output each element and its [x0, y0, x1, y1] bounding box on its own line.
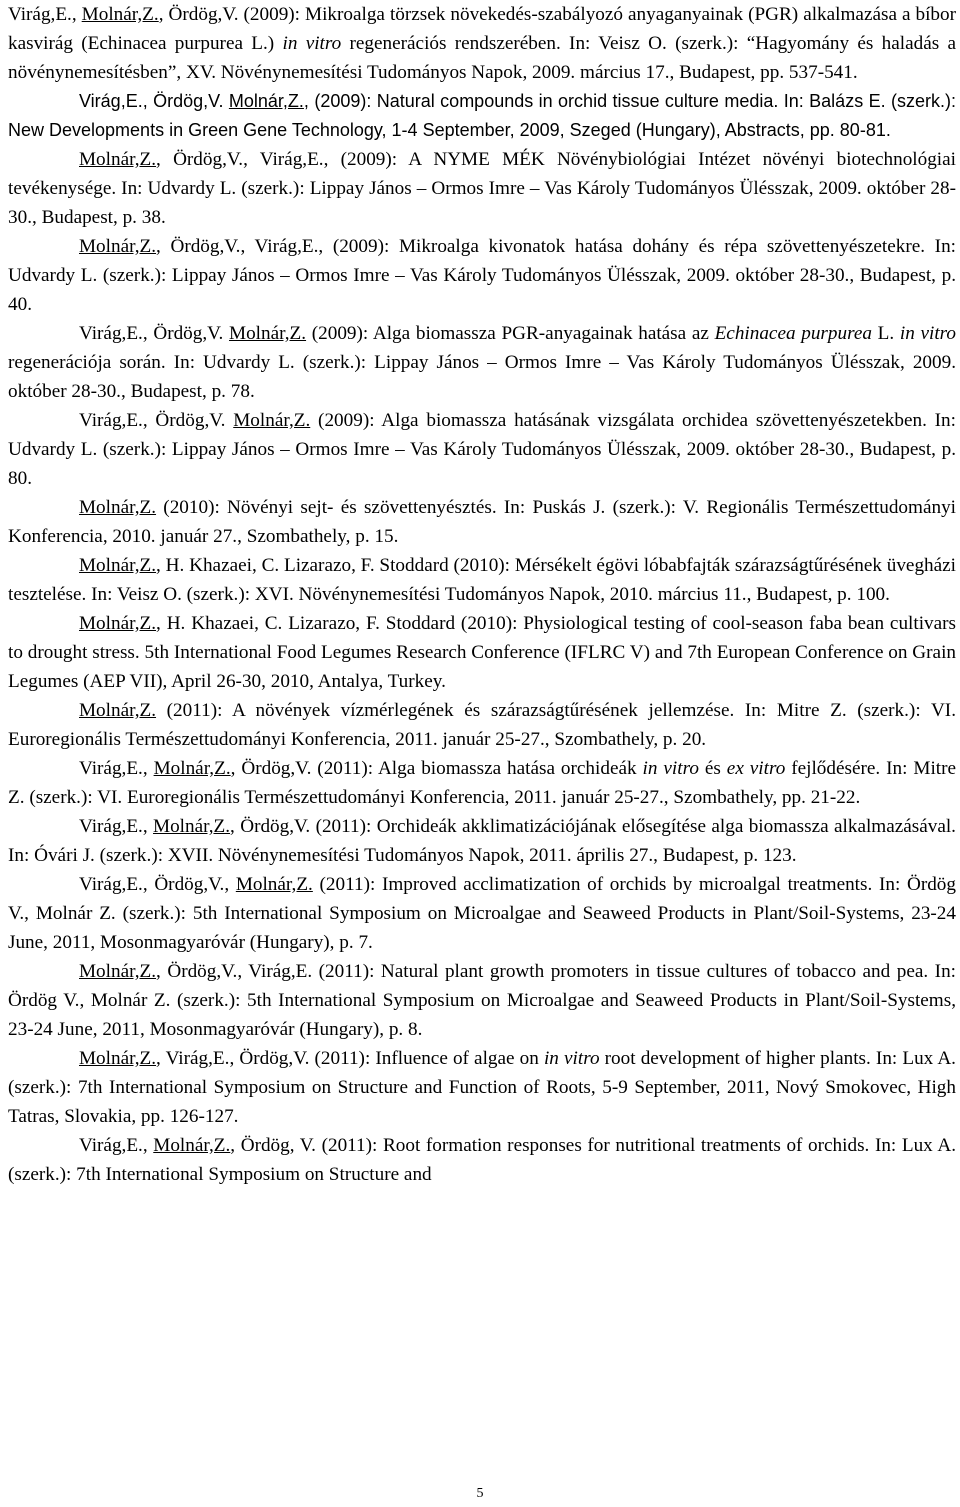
- author-name-underlined: Molnár,Z.: [233, 410, 311, 431]
- reference-text: , H. Khazaei, C. Lizarazo, F. Stoddard (2010): Physiological testing of cool-season faba bean cultivars to drought stress. 5th International Food Legumes Research Conference (IFLRC V) and 7th European Conference on Grain Legumes (AEP VII), April 26-30, 2010, Antalya, Turkey.: [8, 613, 956, 692]
- italic-term: Echinacea purpurea: [714, 323, 872, 344]
- reference-entry: [8, 870, 956, 957]
- reference-text: regenerációja során. In: Udvardy L. (szerk.): Lippay János – Ormos Imre – Vas Károly Tudományos Ülésszak, 2009. október 28-30., Budapest, p. 78.: [8, 352, 956, 402]
- reference-entry: [8, 232, 956, 319]
- italic-term: in vitro: [282, 33, 342, 54]
- author-name-underlined: Molnár,Z.: [81, 4, 159, 25]
- italic-term: ex vitro: [726, 758, 786, 779]
- author-name-underlined: Molnár,Z.: [79, 1048, 157, 1069]
- author-name-underlined: Molnár,Z.: [153, 758, 231, 779]
- author-name-underlined: Molnár,Z.: [79, 236, 157, 257]
- author-name-underlined: Molnár,Z.: [79, 497, 157, 518]
- reference-text: Virág,E., Ördög,V.: [79, 91, 229, 111]
- reference-text: Virág,E., Ördög,V.: [79, 323, 230, 344]
- author-name-underlined: Molnár,Z.: [228, 91, 304, 111]
- reference-text: , Ördög,V. (2011): Alga biomassza hatása orchideák: [230, 758, 643, 779]
- reference-list: [8, 0, 956, 1189]
- reference-entry: [8, 609, 956, 696]
- reference-text: (2009): Alga biomassza PGR-anyagainak hatása az: [306, 323, 715, 344]
- reference-entry: [8, 406, 956, 493]
- reference-entry: [8, 696, 956, 754]
- author-name-underlined: Molnár,Z.: [79, 555, 157, 576]
- reference-text: L.: [871, 323, 900, 344]
- reference-text: , Ördög,V. (2009): Mikroalga törzsek növekedés-szabályozó anyaganyainak (PGR) alkalmazása a bíbor kasvirág (Echinacea purpurea L.): [8, 4, 956, 54]
- reference-entry: [8, 812, 956, 870]
- reference-text: , Virág,E., Ördög,V. (2011): Influence of algae on: [156, 1048, 544, 1069]
- reference-text: , (2009): Natural compounds in orchid tissue culture media. In: Balázs E. (szerk.): New Developments in Green Gene Technology, 1-4 September, 2009, Szeged (Hungary), Abstracts, pp. 80-81.: [8, 91, 956, 140]
- reference-text: (2010): Növényi sejt- és szövettenyésztés. In: Puskás J. (szerk.): V. Regionális Természettudományi Konferencia, 2010. január 27., Szombathely, p. 15.: [8, 497, 956, 547]
- author-name-underlined: Molnár,Z.: [229, 323, 307, 344]
- reference-text: , Ördög,V. (2011): Orchideák akklimatizációjának elősegítése alga biomassza alkalmazásával. In: Óvári J. (szerk.): XVII. Növénynemesítési Tudományos Napok, 2011. április 27., Budapest, p. 123.: [8, 816, 956, 866]
- reference-entry: [8, 0, 956, 87]
- reference-text: root development of higher plants. In: Lux A. (szerk.): 7th International Symposium on Structure and Function of Roots, 5-9 September, 2011, Nový Smokovec, High Tatras, Slovakia, pp. 126-127.: [8, 1048, 956, 1127]
- reference-text: , Ördög, V. (2011): Root formation responses for nutritional treatments of orchids. In: Lux A. (szerk.): 7th International Symposium on Structure and: [8, 1135, 956, 1185]
- reference-entry: [8, 1044, 956, 1131]
- italic-term: in vitro: [543, 1048, 600, 1069]
- reference-entry: [8, 754, 956, 812]
- reference-entry: [8, 551, 956, 609]
- reference-text: (2011): Improved acclimatization of orchids by microalgal treatments. In: Ördög V., Molnár Z. (szerk.): 5th International Symposium on Microalgae and Seaweed Products in Plant/Soil-Systems, 23-24 June, 2011, Mosonmagyaróvár (Hungary), p. 7.: [8, 874, 956, 953]
- author-name-underlined: Molnár,Z.: [79, 613, 157, 634]
- reference-entry: [8, 319, 956, 406]
- reference-text: , Ördög,V., Virág,E. (2011): Natural plant growth promoters in tissue cultures of tobacco and pea. In: Ördög V., Molnár Z. (szerk.): 5th International Symposium on Microalgae and Seaweed Products in Plant/Soil-Systems, 23-24 June, 2011, Mosonmagyaróvár (Hungary), p. 8.: [8, 961, 956, 1040]
- reference-text: Virág,E.,: [79, 1135, 154, 1156]
- reference-text: fejlődésére. In: Mitre Z. (szerk.): VI. Euroregionális Természettudományi Konferencia, 2011. január 25-27., Szombathely, pp. 21-22.: [8, 758, 957, 808]
- reference-entry: [8, 87, 956, 145]
- reference-entry: [8, 957, 956, 1044]
- reference-text: , Ördög,V., Virág,E., (2009): A NYME MÉK Növénybiológiai Intézet növényi biotechnológiai tevékenysége. In: Udvardy L. (szerk.): Lippay János – Ormos Imre – Vas Károly Tudományos Ülésszak, 2009. október 28-30., Budapest, p. 38.: [8, 149, 956, 228]
- author-name-underlined: Molnár,Z.: [153, 1135, 231, 1156]
- author-name-underlined: Molnár,Z.: [235, 874, 313, 895]
- italic-term: in vitro: [899, 323, 956, 344]
- reference-entry: [8, 145, 956, 232]
- reference-text: Virág,E., Ördög,V.,: [79, 874, 236, 895]
- page-number: 5: [476, 1486, 484, 1501]
- reference-text: , H. Khazaei, C. Lizarazo, F. Stoddard (2010): Mérsékelt égövi lóbabfajták szárazságtűrésének üvegházi tesztelése. In: Veisz O. (szerk.): XVI. Növénynemesítési Tudományos Napok, 2010. március 11., Budapest, p. 100.: [8, 555, 956, 605]
- author-name-underlined: Molnár,Z.: [153, 816, 231, 837]
- italic-term: in vitro: [642, 758, 699, 779]
- reference-text: regenerációs rendszerében. In: Veisz O. (szerk.): “Hagyomány és haladás a növénynemesítésben”, XV. Növénynemesítési Tudományos Napok, 2009. március 17., Budapest, pp. 537-541.: [8, 33, 957, 83]
- reference-text: Virág,E.,: [8, 4, 82, 25]
- reference-entry: [8, 1131, 956, 1189]
- reference-text: Virág,E., Ördög,V.: [79, 410, 234, 431]
- reference-text: (2011): A növények vízmérlegének és szárazságtűrésének jellemzése. In: Mitre Z. (szerk.): VI. Euroregionális Természettudományi Konferencia, 2011. január 25-27., Szombathely, p. 20.: [8, 700, 956, 750]
- author-name-underlined: Molnár,Z.: [79, 700, 157, 721]
- reference-text: , Ördög,V., Virág,E., (2009): Mikroalga kivonatok hatása dohány és répa szövettenyészetekre. In: Udvardy L. (szerk.): Lippay János – Ormos Imre – Vas Károly Tudományos Ülésszak, 2009. október 28-30., Budapest, p. 40.: [8, 236, 956, 315]
- reference-text: Virág,E.,: [79, 816, 154, 837]
- reference-text: (2009): Alga biomassza hatásának vizsgálata orchidea szövettenyészetekben. In: Udvardy L. (szerk.): Lippay János – Ormos Imre – Vas Károly Tudományos Ülésszak, 2009. október 28-30., Budapest, p. 80.: [8, 410, 956, 489]
- reference-text: Virág,E.,: [79, 758, 154, 779]
- reference-text: és: [698, 758, 727, 779]
- author-name-underlined: Molnár,Z.: [79, 961, 157, 982]
- author-name-underlined: Molnár,Z.: [79, 149, 157, 170]
- reference-entry: [8, 493, 956, 551]
